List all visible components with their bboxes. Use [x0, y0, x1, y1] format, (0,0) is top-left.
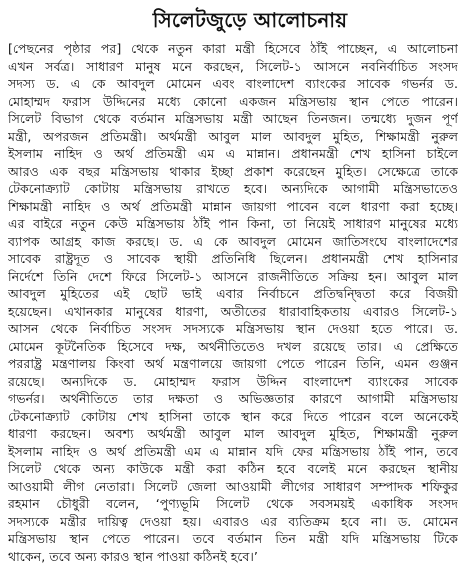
article-line: রহমান চৌধুরী বলেন, ‘পুণ্যভূমি সিলেট থেকে সবসময়ই একাধিক সংসদ — [8, 496, 458, 511]
article-line: মন্ত্রিসভায় স্থান পেতে পারেন। তবে বর্তমান তিন মন্ত্রী যদি মন্ত্রিসভায় টিকে — [8, 531, 458, 546]
article-line: মোমেন কূটনৈতিক হিসেবে দক্ষ, অর্থনীতিতেও দখল রয়েছে তার। এ প্রেক্ষিতে — [8, 338, 458, 354]
article-line: রয়েছে। অন্যদিকে ড. মোহাম্মদ ফরাস উদ্দিন বাংলাদেশ ব্যাংকের সাবেক — [8, 373, 458, 389]
article-line: সিলেট থেকে অন্য কাউকে মন্ত্রী করা কঠিন হবে বলেই মনে করছেন স্থানীয় — [8, 461, 458, 476]
article-line: [পেছনের পৃষ্ঠার পর] থেকে নতুন কারা মন্ত্রী হিসেবে ঠাঁই পাচ্ছেন, এ আলোচনা — [8, 41, 458, 56]
article-line: আসন থেকে নির্বাচিত সংসদ সদস্যকে মন্ত্রিসভায় স্থান দেওয়া হতে পারে। ড. — [8, 321, 458, 336]
article-line: আরও এক বছর মন্ত্রিসভায় থাকার ইচ্ছা প্রকাশ করেছেন মুহিত। সেক্ষেত্রে তাকে — [8, 163, 458, 179]
article-line: ধারণা করছেন। অবশ্য অর্থমন্ত্রী আবুল মাল আবদুল মুহিত, শিক্ষামন্ত্রী নুরুল — [8, 426, 458, 441]
article-line: ইসলাম নাহিদ ও অর্থ প্রতিমন্ত্রী এম এ মান্নান। প্রধানমন্ত্রী শেখ হাসিনা চাইলে — [8, 146, 458, 161]
article-line: পররাষ্ট্র মন্ত্রণালয় কিংবা অর্থ মন্ত্রণালয়ে জায়গা পেতে পারেন তিনি, এমন গুঞ্জন — [8, 356, 458, 371]
article-line: হয়েছেন। এখানকার মানুষের ধারণা, অতীতের ধারাবাহিকতায় এবারও সিলেট-১ — [8, 303, 458, 319]
article-line: মন্ত্রী, অপরজন প্রতিমন্ত্রী। অর্থমন্ত্রী আবুল মাল আবদুল মুহিত, শিক্ষামন্ত্রী নুরুল — [8, 128, 458, 144]
article-line: মোহাম্মদ ফরাস উদ্দিনের মধ্যে কোনো একজন মন্ত্রিসভায় স্থান পেতে পারেন। — [8, 93, 458, 109]
article-line: শিক্ষামন্ত্রী নাহিদ ও অর্থ প্রতিমন্ত্রী মান্নান জায়গা পাবেন বলে ধারণা করা হচ্ছে। — [8, 198, 458, 214]
headline: সিলেটজুড়ে আলোচনায় — [152, 8, 348, 32]
article-line: আবদুল মুহিতের এই ছোট ভাই এবার নির্বাচনে প্রতিদ্বন্দ্বিতা করে বিজয়ী — [8, 286, 458, 301]
article-line: নির্দেশে তিনি দেশে ফিরে সিলেট-১ আসনে রাজনীতিতে সক্রিয় হন। আবুল মাল — [8, 268, 458, 284]
article-line: আওয়ামী লীগ নেতারা। সিলেট জেলা আওয়ামী লীগের সাধারণ সম্পাদক শফিকুর — [8, 478, 458, 494]
article-line: ইসলাম নাহিদ ও অর্থ প্রতিমন্ত্রী এম এ মান্নান যদি ফের মন্ত্রিসভায় ঠাঁই পান, তবে — [8, 443, 458, 459]
article-line: সদস্য ড. এ কে আবদুল মোমেন এবং বাংলাদেশ ব্যাংকের সাবেক গভর্নর ড. — [8, 76, 458, 91]
article-line: থাকেন, তবে অন্য কারও স্থান পাওয়া কঠিনই হবে।’ — [8, 548, 258, 564]
article-line: টেকনোক্র্যাট কোটায় মন্ত্রিসভায় রাখতে হবে। অন্যদিকে আগামী মন্ত্রিসভাতেও — [8, 181, 458, 196]
article-line: সাবেক রাষ্ট্রদূত ও সাবেক স্থায়ী প্রতিনিধি ছিলেন। প্রধানমন্ত্রী শেখ হাসিনার — [8, 251, 458, 266]
article-body — [8, 40, 458, 572]
article-line: টেকনোক্র্যাট কোটায় শেখ হাসিনা তাকে স্থান করে দিতে পারেন বলে অনেকেই — [8, 408, 458, 424]
article-line: এর বাইরে নতুন কেউ মন্ত্রিসভায় ঠাঁই পান কিনা, তা নিয়েই সাধারণ মানুষের মধ্যে — [8, 216, 458, 231]
headline-container — [150, 4, 350, 36]
article-line: সিলেট বিভাগ থেকে বর্তমান মন্ত্রিসভায় মন্ত্রী আছেন তিনজন। তন্মধ্যে দুজন পূর্ণ — [8, 111, 458, 126]
article-line: এখন সর্বত্র। সাধারণ মানুষ মনে করছেন, সিলেট-১ আসনে নবনির্বাচিত সংসদ — [8, 58, 458, 74]
article-line: গভর্নর। অর্থনীতিতে তার দক্ষতা ও অভিজ্ঞতার কারণে আগামী মন্ত্রিসভায় — [8, 391, 458, 406]
article-line: সদস্যকে মন্ত্রীর দায়িত্ব দেওয়া হয়। এবারও এর ব্যতিক্রম হবে না। ড. মোমেন — [8, 513, 458, 529]
article-line: ব্যাপক আগ্রহ কাজ করছে। ড. এ কে আবদুল মোমেন জাতিসংঘে বাংলাদেশের — [8, 233, 458, 249]
